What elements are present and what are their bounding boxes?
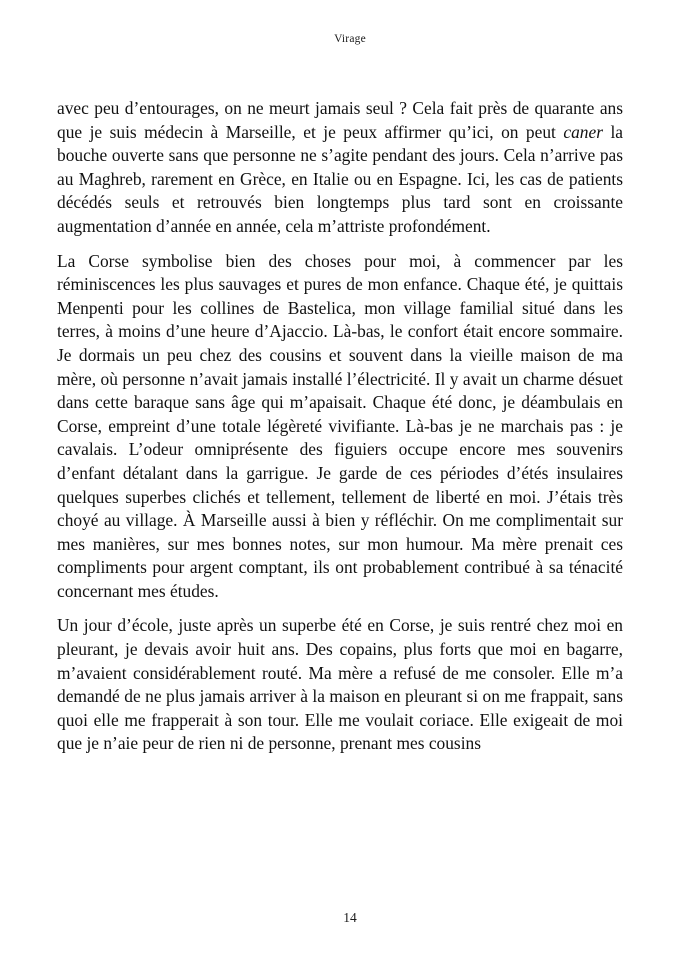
body-text-block xyxy=(57,97,623,756)
italic-term: caner xyxy=(563,121,603,142)
para-3: Un jour d’école, juste après un superbe été en Corse, je suis rentré chez moi en pleurant, je devais avoir huit ans. Des copains, plus forts que moi en bagarre, m’avaient considérablement routé. Ma mère a refusé de me consoler. Elle m’a demandé de ne plus jamais arriver à la maison en pleurant si on me frappait, sans quoi elle me frapperait à son tour. Elle me voulait coriace. Elle exigeait de moi que je n’aie peur de rien ni de personne, prenant mes cousins xyxy=(57,615,623,754)
para-2: La Corse symbolise bien des choses pour moi, à commencer par les réminiscences les plus sauvages et pures de mon enfance. Chaque été, je quittais Menpenti pour les collines de Bastelica, mon village familial situé dans les terres, à moins d’une heure d’Ajaccio. Là-bas, le confort était encore sommaire. Je dormais un peu chez des cousins et souvent dans la vieille maison de ma mère, où personne n’avait jamais installé l’électricité. Il y avait un charme désuet dans cette baraque sans âge qui m’apaisait. Chaque été donc, je déambulais en Corse, empreint d’une totale légèreté vivifiante. Là-bas je ne marchais pas : je cavalais. L’odeur omniprésente des figuiers occupe encore mes souvenirs d’enfant détalant dans la garrigue. Je garde de ces périodes d’étés insulaires quelques superbes clichés et tellement, tellement de liberté en moi. J’étais très choyé au village. À Marseille aussi à bien y réfléchir. On me complimentait sur mes manières, sur mes bonnes notes, sur mon humour. Ma mère prenait ces compliments pour argent comptant, ils ont probablement contribué à sa ténacité concernant mes études. xyxy=(57,250,623,601)
para-1: avec peu d’entourages, on ne meurt jamais seul ? Cela fait près de quarante ans que je suis médecin à Marseille, et je peux affirmer qu’ici, on peut caner la bouche ouverte sans que personne ne s’agite pendant des jours. Cela n’arrive pas au Maghreb, rarement en Grèce, en Italie ou en Espagne. Ici, les cas de patients décédés seuls et retrouvés bien longtemps plus tard sont en croissante augmentation d’année en année, cela m’attriste profondément. xyxy=(57,98,623,236)
running-head: Virage xyxy=(334,33,366,45)
page-number: 14 xyxy=(343,910,357,925)
